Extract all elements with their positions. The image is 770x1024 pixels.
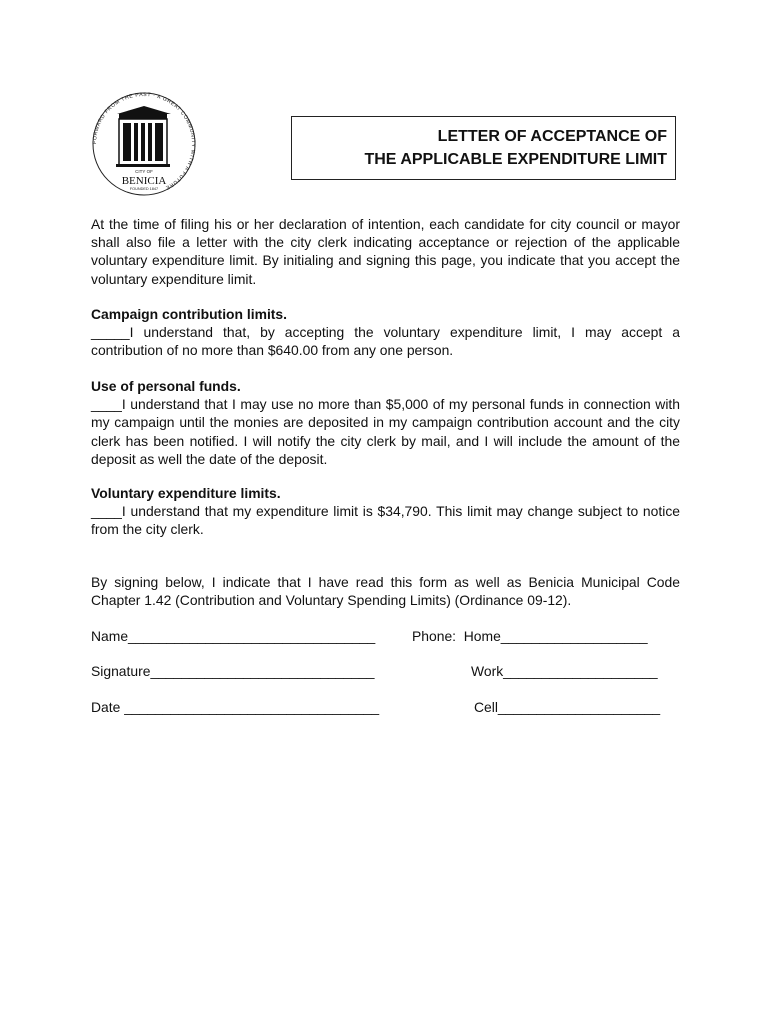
- campaign-text: _____I understand that, by accepting the voluntary expenditure limit, I may accept a contribution of no more than $640.00 from any one person.: [91, 324, 680, 359]
- seal-founded: FOUNDED 1847: [129, 187, 159, 191]
- title-line-2: THE APPLICABLE EXPENDITURE LIMIT: [364, 151, 667, 168]
- campaign-contribution-section: [91, 305, 680, 360]
- city-seal-logo: [86, 92, 202, 196]
- campaign-heading: Campaign contribution limits.: [91, 306, 288, 322]
- work-phone-field[interactable]: Work____________________: [471, 663, 658, 679]
- signature-field[interactable]: Signature_____________________________: [91, 663, 375, 679]
- intro-paragraph: At the time of filing his or her declaration of intention, each candidate for city council or mayor shall also file a letter with the city clerk indicating acceptance or rejection of the applicable voluntary expenditure limit. By initialing and signing this page, you indicate that you accept the voluntary expenditure limit.: [91, 216, 680, 287]
- voluntary-text: ____I understand that my expenditure limit is $34,790. This limit may change subject to notice from the city clerk.: [91, 503, 680, 538]
- personal-heading: Use of personal funds.: [91, 378, 241, 394]
- personal-funds-section: [91, 377, 680, 468]
- voluntary-limits-section: [91, 484, 680, 539]
- seal-city-of: CITY OF: [135, 169, 153, 174]
- personal-text: ____I understand that I may use no more than $5,000 of my personal funds in connection with my campaign until the monies are deposited in my campaign contribution account and the city clerk has been notified. I will notify the city clerk by mail, and I will include the amount of the deposit as well the date of the deposit.: [91, 396, 680, 467]
- title-line-1: LETTER OF ACCEPTANCE OF: [437, 128, 667, 145]
- voluntary-heading: Voluntary expenditure limits.: [91, 485, 281, 501]
- seal-name: BENICIA: [121, 175, 167, 187]
- signing-statement: By signing below, I indicate that I have read this form as well as Benicia Municipal Code Chapter 1.42 (Contribution and Voluntary Spending Limits) (Ordinance 09-12).: [91, 574, 680, 609]
- seal-ring-text: FORWARD FROM THE PAST · A GREAT COMMUNITY WITH A FUTURE: [91, 92, 197, 191]
- date-field[interactable]: Date _________________________________: [91, 699, 380, 715]
- document-title-box: [291, 116, 676, 180]
- phone-home-field[interactable]: Phone: Home___________________: [412, 628, 648, 644]
- cell-phone-field[interactable]: Cell_____________________: [474, 699, 661, 715]
- name-field[interactable]: Name________________________________: [91, 628, 376, 644]
